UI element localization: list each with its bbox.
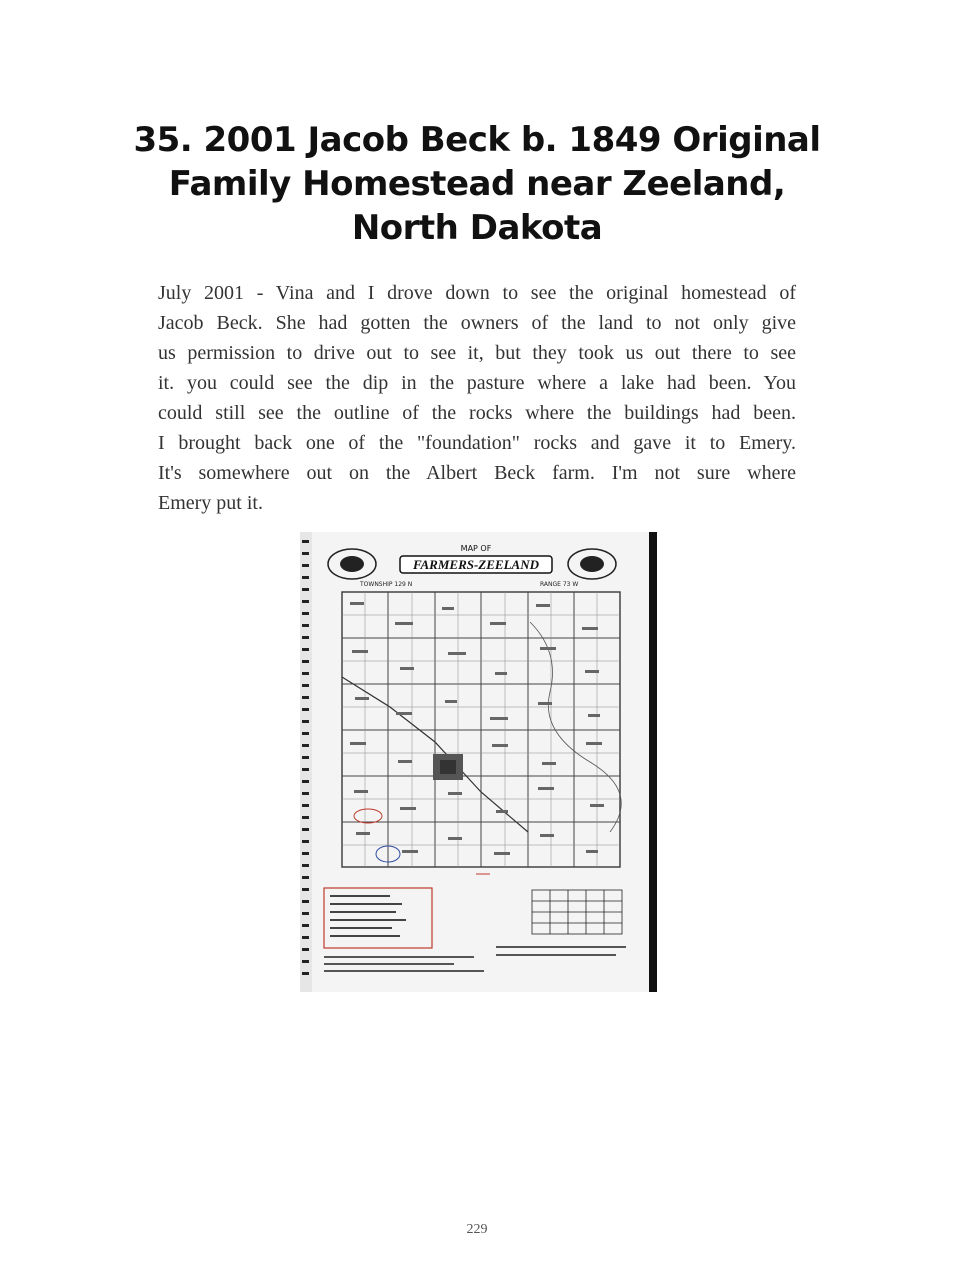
- body-line-5: could still see the outline of the rocks where the buildings had been.: [158, 402, 796, 424]
- map-title: FARMERS-ZEELAND: [413, 557, 539, 572]
- body-line-7: It's somewhere out on the Albert Beck farm. I'm not sure where: [158, 462, 796, 484]
- map-scan: [300, 532, 657, 992]
- map-township: TOWNSHIP 129 N: [360, 581, 413, 588]
- body-line-8: Emery put it.: [158, 492, 263, 514]
- map-arc-text: MAP OF: [460, 544, 492, 553]
- globe-icon-left: [340, 556, 364, 572]
- body-line-1: July 2001 - Vina and I drove down to see the original homestead of: [158, 282, 796, 304]
- body-line-4: it. you could see the dip in the pasture where a lake had been. You: [158, 372, 796, 394]
- map-range: RANGE 73 W: [540, 581, 579, 588]
- page-number: 229: [466, 1222, 488, 1237]
- body-line-2: Jacob Beck. She had gotten the owners of the land to not only give: [158, 312, 796, 334]
- page-title: [120, 118, 834, 250]
- globe-icon-right: [580, 556, 604, 572]
- title-line-3: North Dakota: [351, 208, 603, 248]
- title-line-2: Family Homestead near Zeeland,: [168, 164, 786, 204]
- scan-edge: [649, 532, 657, 992]
- body-line-3: us permission to drive out to see it, but they took us out there to see: [158, 342, 796, 364]
- town-zeeland: [433, 754, 463, 780]
- homestead-map-image: [300, 532, 657, 992]
- body-line-6: I brought back one of the "foundation" rocks and gave it to Emery.: [158, 432, 796, 454]
- title-line-1: 35. 2001 Jacob Beck b. 1849 Original: [133, 120, 821, 160]
- spiral-binding: [300, 532, 312, 992]
- body-paragraph: [158, 278, 796, 518]
